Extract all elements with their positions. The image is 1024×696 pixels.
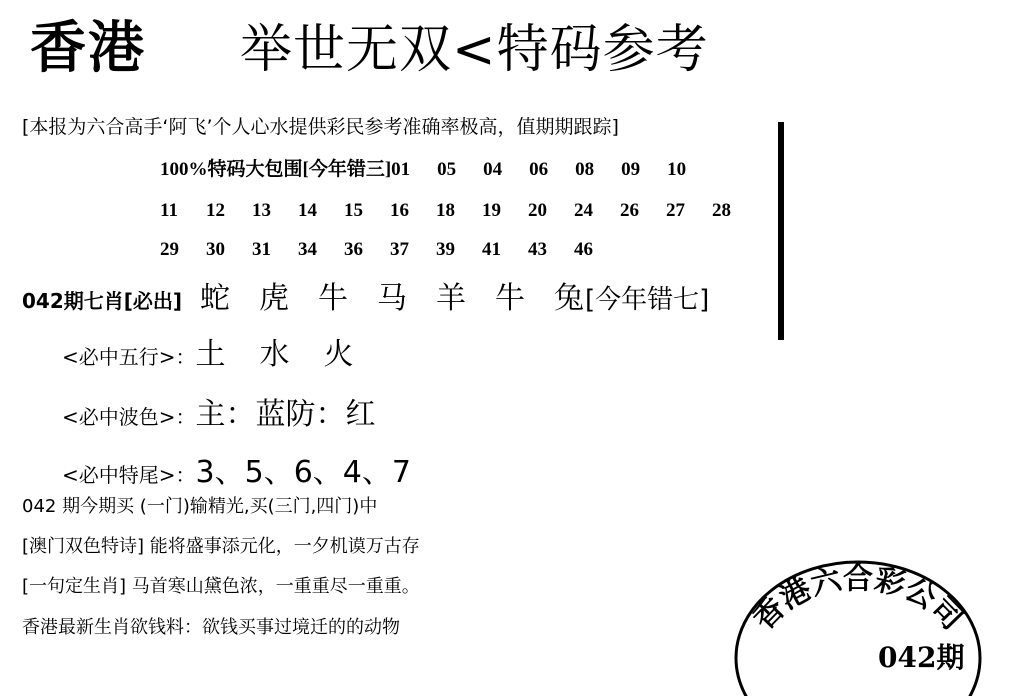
zodiac-row bbox=[22, 281, 710, 316]
number-cell: 06 bbox=[529, 159, 549, 180]
number-cell: 04 bbox=[483, 159, 503, 180]
text-line: [澳门双色特诗] 能将盛事添元化，一夕机谟万古存 bbox=[22, 536, 420, 557]
number-cell: 19 bbox=[482, 200, 501, 221]
seal-text: 香港六合彩公司 bbox=[746, 561, 970, 637]
number-cell: 15 bbox=[344, 200, 363, 221]
number-cell: 36 bbox=[344, 239, 363, 260]
number-cell: 08 bbox=[575, 159, 595, 180]
number-cell: 27 bbox=[666, 200, 685, 221]
number-cell: 09 bbox=[621, 159, 641, 180]
number-cell: 26 bbox=[620, 200, 639, 221]
text-line: 042 期今期买 (一门)输精光,买(三门,四门)中 bbox=[22, 496, 378, 517]
number-cell: 39 bbox=[436, 239, 455, 260]
numbers-label: 100%特码大包围[今年错三] bbox=[160, 159, 392, 180]
number-cell: 16 bbox=[390, 200, 409, 221]
element-value: 水 bbox=[259, 337, 290, 372]
number-cell: 11 bbox=[160, 200, 178, 221]
number-cell: 31 bbox=[252, 239, 271, 260]
number-cell: 12 bbox=[206, 200, 225, 221]
zodiac-animal: 牛 bbox=[495, 281, 527, 316]
zodiac-animal: 羊 bbox=[436, 281, 468, 316]
zodiac-label: 042期七肖[必出] bbox=[22, 289, 183, 313]
svg-text:香港六合彩公司 bbox=[746, 561, 969, 636]
special-tail-value: 3、5、6、4、7 bbox=[195, 455, 411, 490]
zodiac-note: [今年错七] bbox=[585, 285, 710, 315]
element-value: 土 bbox=[195, 337, 226, 372]
special-tail-label: <必中特尾>： bbox=[62, 463, 196, 487]
vertical-divider bbox=[778, 122, 784, 340]
zodiac-animal: 马 bbox=[377, 281, 409, 316]
number-cell: 01 bbox=[391, 159, 411, 180]
wave-color-value: 主：蓝防：红 bbox=[195, 397, 376, 432]
intro-text: [本报为六合高手‘阿飞’个人心水提供彩民参考准确率极高，值期期跟踪] bbox=[22, 116, 619, 138]
number-cell: 37 bbox=[390, 239, 409, 260]
number-cell: 24 bbox=[574, 200, 593, 221]
number-cell: 34 bbox=[298, 239, 317, 260]
five-elements-label: <必中五行>： bbox=[62, 345, 196, 369]
text-line: 香港最新生肖欲钱料：欲钱买事过境迁的的动物 bbox=[22, 617, 400, 638]
number-cell: 41 bbox=[482, 239, 501, 260]
text-line: [一句定生肖] 马首寒山黛色浓，一重重尽一重重。 bbox=[22, 576, 420, 597]
number-cell: 29 bbox=[160, 239, 179, 260]
number-cell: 13 bbox=[252, 200, 271, 221]
element-value: 火 bbox=[323, 337, 354, 372]
zodiac-animal: 兔 bbox=[554, 281, 586, 316]
number-row-2 bbox=[160, 201, 758, 220]
special-tail-row bbox=[62, 455, 411, 490]
number-cell: 46 bbox=[574, 239, 593, 260]
number-cell: 18 bbox=[436, 200, 455, 221]
zodiac-animal: 牛 bbox=[318, 281, 350, 316]
number-cell: 05 bbox=[437, 159, 457, 180]
number-cell: 43 bbox=[528, 239, 547, 260]
number-row-3 bbox=[160, 240, 620, 259]
zodiac-animal: 蛇 bbox=[200, 281, 232, 316]
zodiac-animal: 虎 bbox=[259, 281, 291, 316]
brand-title: 香港 bbox=[30, 15, 146, 81]
number-cell: 30 bbox=[206, 239, 225, 260]
number-cell: 14 bbox=[298, 200, 317, 221]
five-elements-row bbox=[62, 337, 354, 372]
wave-color-label: <必中波色>： bbox=[62, 405, 196, 429]
number-row-1 bbox=[160, 160, 713, 179]
wave-color-row bbox=[62, 397, 376, 432]
number-cell: 20 bbox=[528, 200, 547, 221]
issue-number: 042期 bbox=[878, 641, 965, 674]
number-cell: 28 bbox=[712, 200, 731, 221]
number-cell: 10 bbox=[667, 159, 687, 180]
headline: 举世无双<特码参考 bbox=[240, 20, 709, 80]
